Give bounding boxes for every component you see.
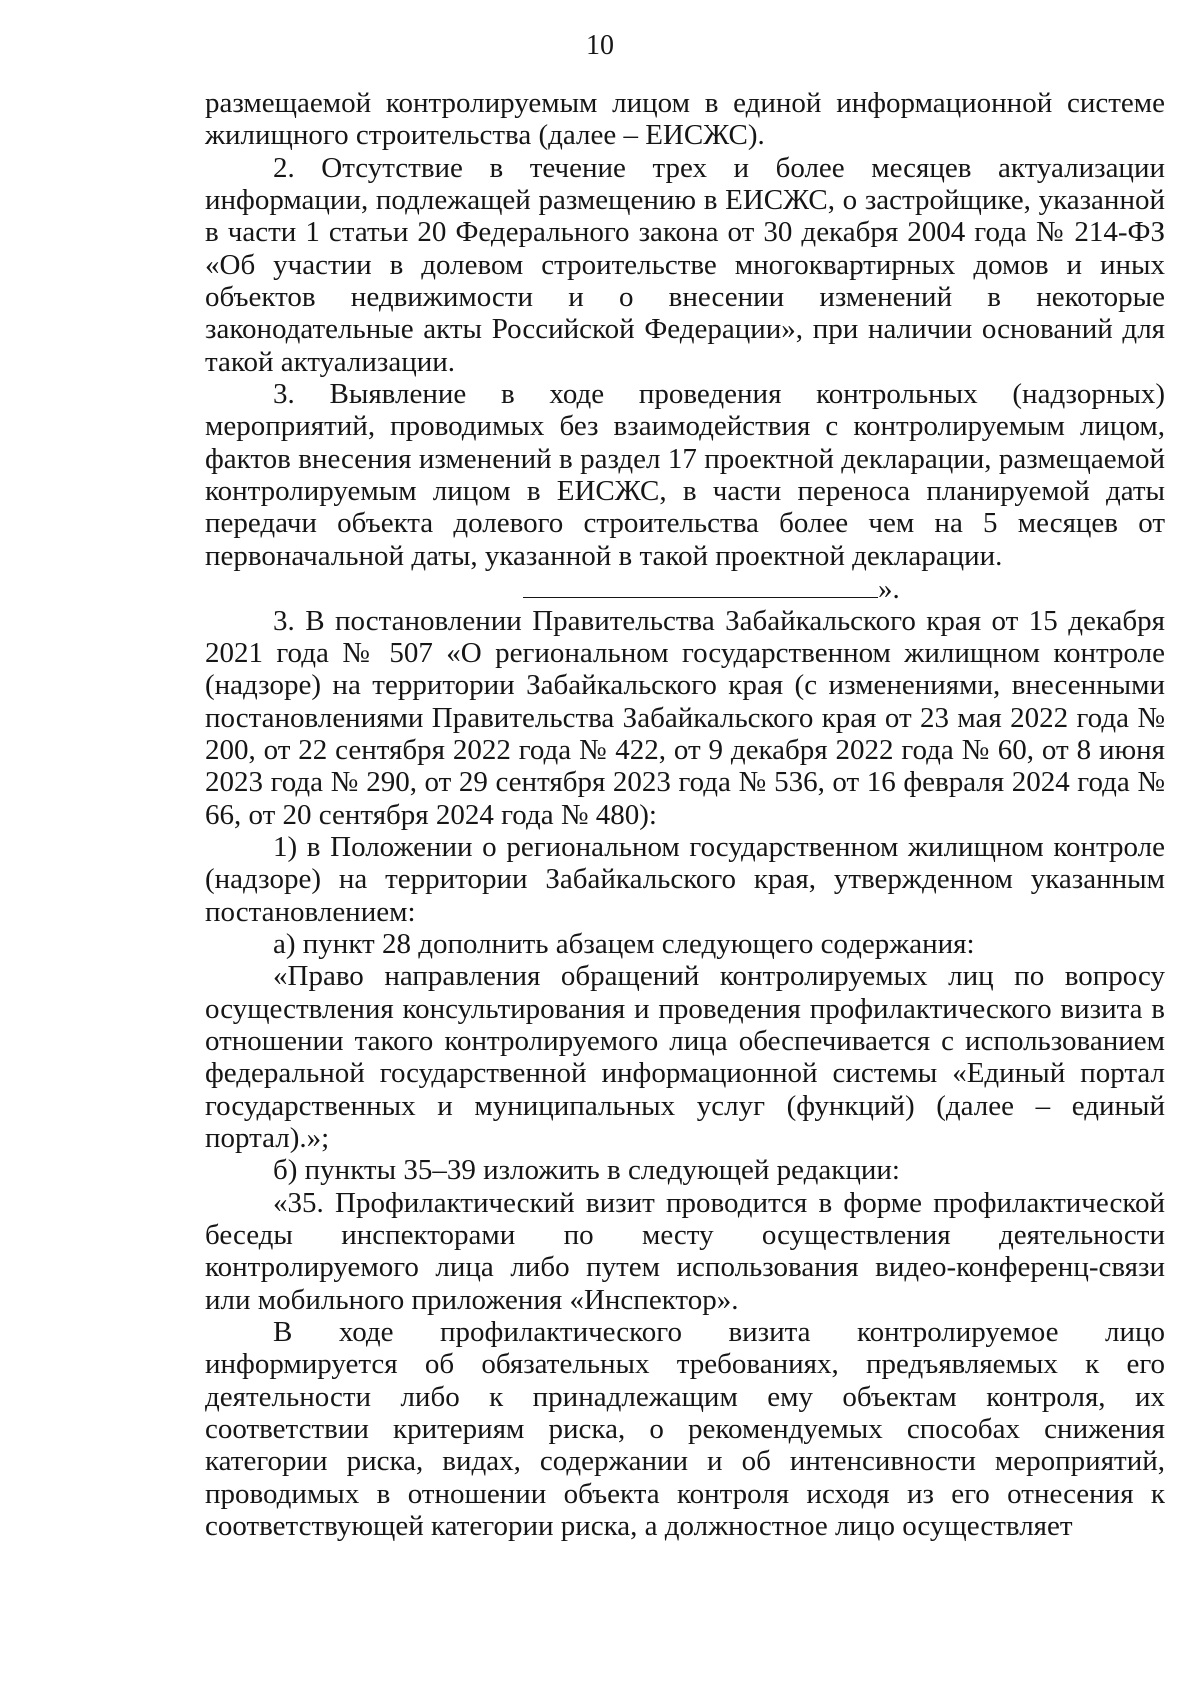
separator-rule bbox=[523, 572, 878, 598]
paragraph-item-2: 2. Отсутствие в течение трех и более месяцев актуализации информации, подлежащей размещению в ЕИСЖС, о застройщике, указанной в части 1 статьи 20 Федерального закона от 30 декабря 2004 года № 214-ФЗ «Об участии в долевом строительстве многоквартирных домов и иных объектов недвижимости и о внесении изменений в некоторые законодательные акты Российской Федерации», при наличии оснований для такой актуализации. bbox=[205, 151, 1165, 378]
paragraph-subitem-a: а) пункт 28 дополнить абзацем следующего содержания: bbox=[273, 927, 975, 960]
page-number: 10 bbox=[586, 30, 614, 61]
paragraph-section-3: 3. В постановлении Правительства Забайкальского края от 15 декабря 2021 года № 507 «О региональном государственном жилищном контроле (надзоре) на территории Забайкальского края (с изменениями, внесенными постановлениями Правительства Забайкальского края от 23 мая 2022 года № 200, от 22 сентября 2022 года № 422, от 9 декабря 2022 года № 60, от 8 июня 2023 года № 290, от 29 сентября 2023 года № 536, от 16 февраля 2024 года № 66, от 20 сентября 2024 года № 480): bbox=[205, 604, 1165, 831]
paragraph-item-3: 3. Выявление в ходе проведения контрольных (надзорных) мероприятий, проводимых без взаимодействия с контролируемым лицом, фактов внесения изменений в раздел 17 проектной декларации, размещаемой контролируемым лицом в ЕИСЖС, в части переноса планируемой даты передачи объекта долевого строительства более чем на 5 месяцев от первоначальной даты, указанной в такой проектной декларации. bbox=[205, 378, 1165, 572]
document-body bbox=[205, 87, 1165, 1542]
paragraph-quote-right: «Право направления обращений контролируемых лиц по вопросу осуществления консультирования и проведения профилактического визита в отношении такого контролируемого лица обеспечивается с использованием федеральной государственной информационной системы «Единый портал государственных и муниципальных услуг (функций) (далее – единый портал).»; bbox=[205, 960, 1165, 1154]
paragraph-subitem-1: 1) в Положении о региональном государственном жилищном контроле (надзоре) на территории Забайкальского края, утвержденном указанным постановлением: bbox=[205, 830, 1165, 928]
paragraph-item-35: «35. Профилактический визит проводится в форме профилактической беседы инспекторами по месту осуществления деятельности контролируемого лица либо путем использования видео-конференц-связи или мобильного приложения «Инспектор». bbox=[205, 1186, 1165, 1316]
separator-suffix: ». bbox=[878, 573, 900, 606]
separator-line bbox=[205, 572, 1165, 604]
paragraph-continuation: размещаемой контролируемым лицом в единой информационной системе жилищного строительства (далее – ЕИСЖС). bbox=[205, 87, 1165, 152]
paragraph-subitem-b: б) пункты 35–39 изложить в следующей редакции: bbox=[273, 1154, 900, 1187]
paragraph-visit-details: В ходе профилактического визита контролируемое лицо информируется об обязательных требованиях, предъявляемых к его деятельности либо к принадлежащим ему объектам контроля, их соответствии критериям риска, о рекомендуемых способах снижения категории риска, видах, содержании и об интенсивности мероприятий, проводимых в отношении объекта контроля исходя из его отнесения к соответствующей категории риска, а должностное лицо осуществляет bbox=[205, 1316, 1165, 1543]
